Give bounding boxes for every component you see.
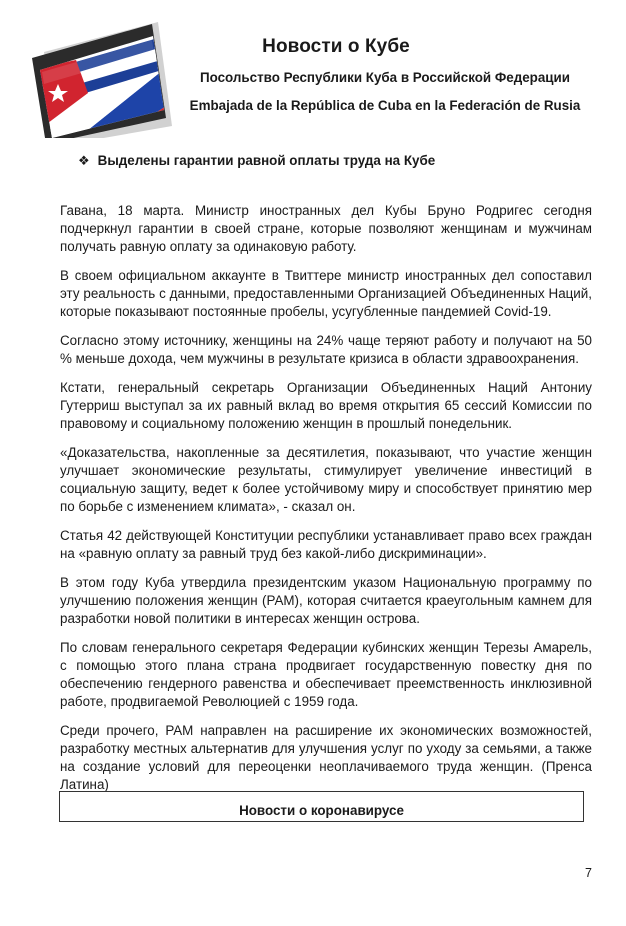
embassy-name-es: Embajada de la República de Cuba en la Federación de Rusia [189,98,581,113]
page-number: 7 [585,866,592,880]
page-header [150,36,602,113]
article-paragraph: Гавана, 18 марта. Министр иностранных дел Кубы Бруно Родригес сегодня подчеркнул гарантии в своей стране, которые позволяют женщинам и мужчинам получать равную оплату за одинаковую работу. [60,203,592,254]
article-heading-row [78,153,435,168]
article-paragraph: Среди прочего, PAM направлен на расширение их экономических возможностей, разработку местных альтернатив для улучшения услуг по уходу за семьями, а также на создание условий для переоценки неоплачиваемого труда женщин. (Пренса Латина) [60,723,592,792]
article-heading: Выделены гарантии равной оплаты труда на Кубе [97,153,436,168]
diamond-bullet-icon: ❖ [78,153,90,168]
article-body [60,202,592,805]
article-paragraph: Согласно этому источнику, женщины на 24% чаще теряют работу и получают на 50 % меньше дохода, чем мужчины в результате кризиса в области здравоохранения. [60,333,592,366]
article-paragraph: В своем официальном аккаунте в Твиттере министр иностранных дел сопоставил эту реальность с данными, предоставленными Организацией Объединенных Наций, которые показывают постоянные пробелы, усугубленные пандемией Covid-19. [60,268,592,319]
article-paragraph: По словам генерального секретаря Федерации кубинских женщин Терезы Амарель, с помощью этого плана страна продвигает государственную повестку дня по обеспечению гендерного равенства и обеспечивает преемственность инклюзивной работе, продвигаемой Революцией с 1959 года. [60,640,592,709]
article-paragraph: Кстати, генеральный секретарь Организации Объединенных Наций Антониу Гутерриш выступал за их равный вклад во время открытия 65 сессий Комиссии по правовому и социальному положению женщин в прошлый понедельник. [60,380,592,431]
next-section-title: Новости о коронавирусе [239,803,404,818]
article-paragraph: «Доказательства, накопленные за десятилетия, показывают, что участие женщин улучшает экономические результаты, стимулирует увеличение инвестиций в социальную защиту, ведет к более устойчивому миру и способствует принятию мер по борьбе с изменением климата», - сказал он. [60,445,592,514]
embassy-name-ru: Посольство Республики Куба в Российской Федерации [199,70,571,85]
article-paragraph: В этом году Куба утвердила президентским указом Национальную программу по улучшению положения женщин (PAM), которая считается краеугольным камнем для разработки новой политики в интересах женщин острова. [60,575,592,626]
article-paragraph: Статья 42 действующей Конституции республики устанавливает право всех граждан на «равную оплату за равный труд без какой-либо дискриминации». [60,528,592,561]
next-section-box [59,791,584,822]
page-title: Новости о Кубе [262,36,410,57]
